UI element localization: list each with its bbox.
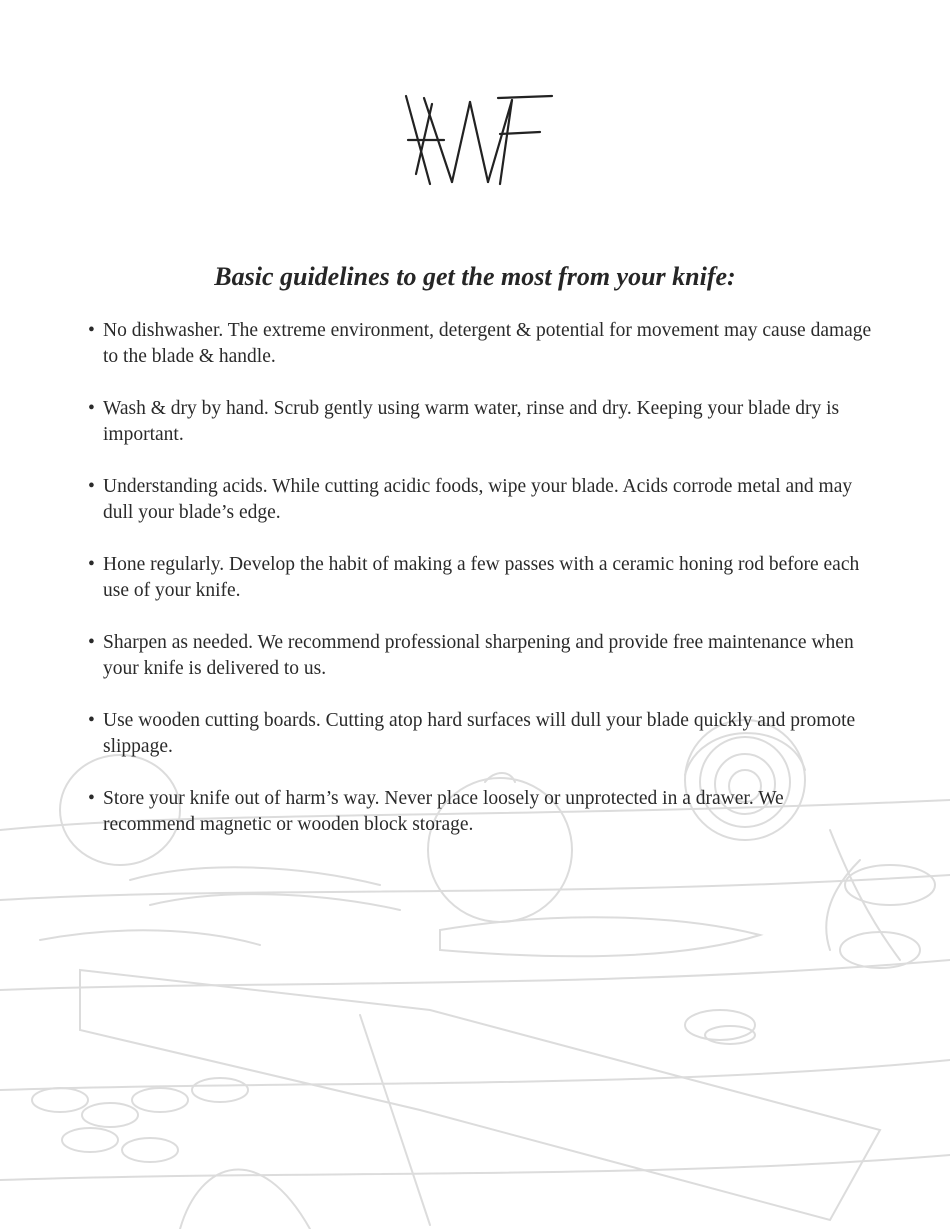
- list-item: [88, 708, 878, 760]
- guideline-text: Wash & dry by hand. Scrub gently using warm water, rinse and dry. Keeping your blade dry is important.: [103, 398, 840, 445]
- bullet: •: [88, 398, 95, 419]
- bullet: •: [88, 320, 95, 341]
- guideline-text: Use wooden cutting boards. Cutting atop hard surfaces will dull your blade quickly and promote slippage.: [103, 710, 856, 757]
- guideline-text: Store your knife out of harm’s way. Never place loosely or unprotected in a drawer. We recommend magnetic or wooden block storage.: [103, 788, 784, 835]
- bullet: •: [88, 710, 95, 731]
- list-item: [88, 786, 878, 838]
- guideline-text: No dishwasher. The extreme environment, detergent & potential for movement may cause damage to the blade & handle.: [103, 320, 872, 367]
- list-item: [88, 474, 878, 526]
- hwf-logo: [400, 92, 555, 187]
- bullet: •: [88, 554, 95, 575]
- guideline-text: Hone regularly. Develop the habit of making a few passes with a ceramic honing rod before each use of your knife.: [103, 554, 860, 601]
- guideline-text: Sharpen as needed. We recommend professional sharpening and provide free maintenance when your knife is delivered to us.: [103, 632, 854, 679]
- page-title: Basic guidelines to get the most from your knife:: [214, 262, 736, 291]
- bullet: •: [88, 476, 95, 497]
- bullet: •: [88, 788, 95, 809]
- list-item: [88, 630, 878, 682]
- list-item: [88, 396, 878, 448]
- list-item: [88, 318, 878, 370]
- list-item: [88, 552, 878, 604]
- bullet: •: [88, 632, 95, 653]
- guideline-text: Understanding acids. While cutting acidic foods, wipe your blade. Acids corrode metal and may dull your blade’s edge.: [103, 476, 853, 523]
- guidelines-list: [88, 318, 878, 864]
